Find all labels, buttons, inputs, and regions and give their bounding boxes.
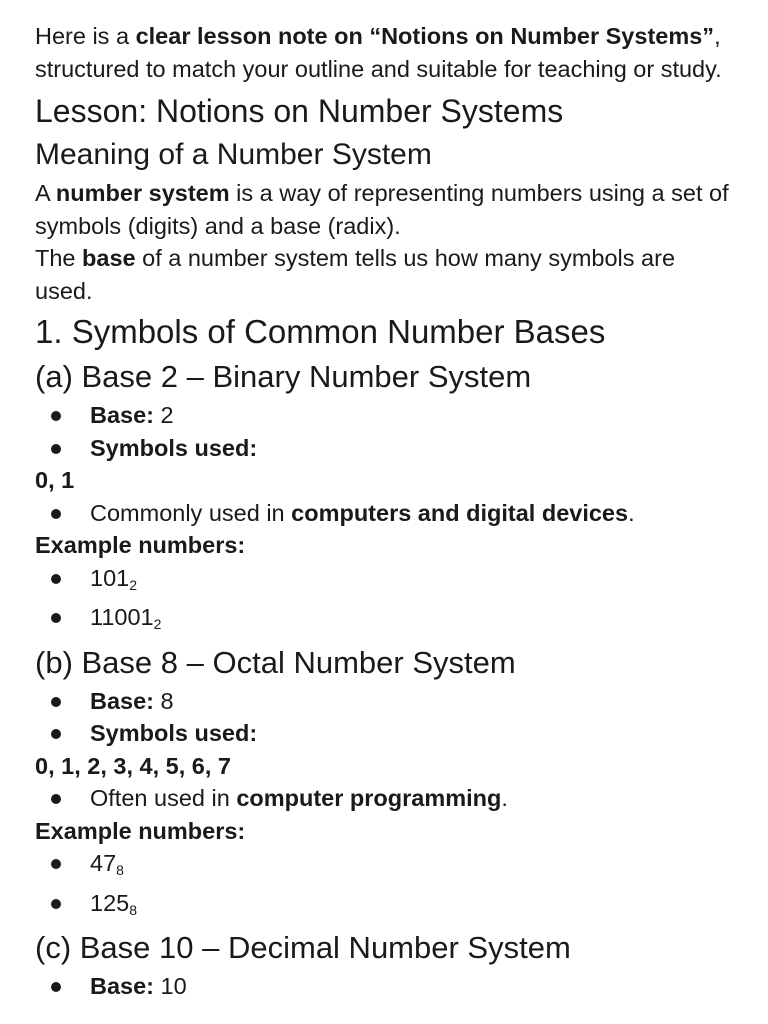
intro-text-2: , structured to match your outline and suitable for teaching or study. bbox=[35, 23, 722, 82]
octal-example-2-subscript: 8 bbox=[129, 901, 138, 918]
binary-example-1: 101 bbox=[90, 564, 130, 591]
list-item bbox=[35, 782, 732, 815]
list-item bbox=[35, 432, 732, 465]
octal-example-2: 125 bbox=[90, 889, 130, 916]
octal-symbols: 0, 1, 2, 3, 4, 5, 6, 7 bbox=[35, 752, 231, 779]
binary-base-label: Base: bbox=[90, 402, 155, 428]
list-item bbox=[35, 717, 732, 750]
binary-symbols-label: Symbols used: bbox=[90, 434, 258, 461]
meaning-p2-a: The bbox=[35, 245, 83, 271]
list-item bbox=[35, 970, 732, 1003]
list-item bbox=[35, 399, 732, 432]
list-item bbox=[35, 601, 732, 641]
octal-heading: (b) Base 8 – Octal Number System bbox=[35, 644, 516, 680]
octal-usage-c: . bbox=[501, 785, 508, 811]
binary-example-2: 11001 bbox=[90, 604, 154, 630]
binary-example-2-subscript: 2 bbox=[153, 616, 162, 632]
intro-bold: clear lesson note on “Notions on Number Systems” bbox=[135, 23, 715, 49]
binary-usage-c: . bbox=[628, 499, 635, 526]
decimal-list bbox=[35, 970, 732, 1003]
octal-usage-a: Often used in bbox=[90, 785, 237, 811]
binary-examples-list bbox=[35, 562, 732, 641]
octal-example-1-subscript: 8 bbox=[116, 862, 124, 878]
binary-examples-label: Example numbers: bbox=[35, 532, 246, 558]
intro-text-1: Here is a bbox=[35, 23, 136, 49]
meaning-heading: Meaning of a Number System bbox=[35, 138, 432, 171]
octal-usage-list bbox=[35, 782, 732, 815]
binary-usage-a: Commonly used in bbox=[90, 499, 292, 526]
meaning-paragraph-1 bbox=[35, 177, 732, 242]
octal-base-value: 8 bbox=[154, 687, 174, 714]
section-1-heading: 1. Symbols of Common Number Bases bbox=[35, 313, 606, 350]
octal-list bbox=[35, 685, 732, 750]
decimal-base-value: 10 bbox=[154, 973, 187, 999]
list-item bbox=[35, 887, 732, 927]
binary-heading: (a) Base 2 – Binary Number System bbox=[35, 359, 532, 394]
list-item bbox=[35, 562, 732, 602]
decimal-base-label: Base: bbox=[90, 973, 155, 999]
meaning-p2-c: of a number system tells us how many symbols are used. bbox=[35, 245, 676, 304]
octal-examples-list bbox=[35, 847, 732, 926]
octal-base-label: Base: bbox=[90, 687, 155, 714]
lesson-title: Lesson: Notions on Number Systems bbox=[35, 93, 564, 129]
binary-usage-bold: computers and digital devices bbox=[291, 499, 629, 526]
intro-paragraph bbox=[35, 20, 732, 85]
decimal-heading: (c) Base 10 – Decimal Number System bbox=[35, 930, 571, 965]
meaning-paragraph-2 bbox=[35, 242, 732, 307]
meaning-p1-c: is a way of representing numbers using a set of symbols (digits) and a base (radix). bbox=[35, 180, 729, 239]
binary-example-1-subscript: 2 bbox=[129, 576, 138, 593]
meaning-p1-bold: number system bbox=[55, 180, 230, 206]
list-item bbox=[35, 685, 732, 718]
binary-symbols: 0, 1 bbox=[35, 467, 75, 493]
binary-list bbox=[35, 399, 732, 464]
octal-example-1: 47 bbox=[90, 850, 117, 876]
octal-usage-bold: computer programming bbox=[236, 785, 502, 811]
meaning-p2-bold: base bbox=[82, 245, 136, 271]
octal-examples-label: Example numbers: bbox=[35, 817, 246, 844]
list-item bbox=[35, 847, 732, 887]
list-item bbox=[35, 497, 732, 530]
octal-symbols-label: Symbols used: bbox=[90, 720, 258, 746]
meaning-p1-a: A bbox=[35, 180, 56, 206]
binary-usage-list bbox=[35, 497, 732, 530]
binary-base-value: 2 bbox=[154, 402, 174, 428]
